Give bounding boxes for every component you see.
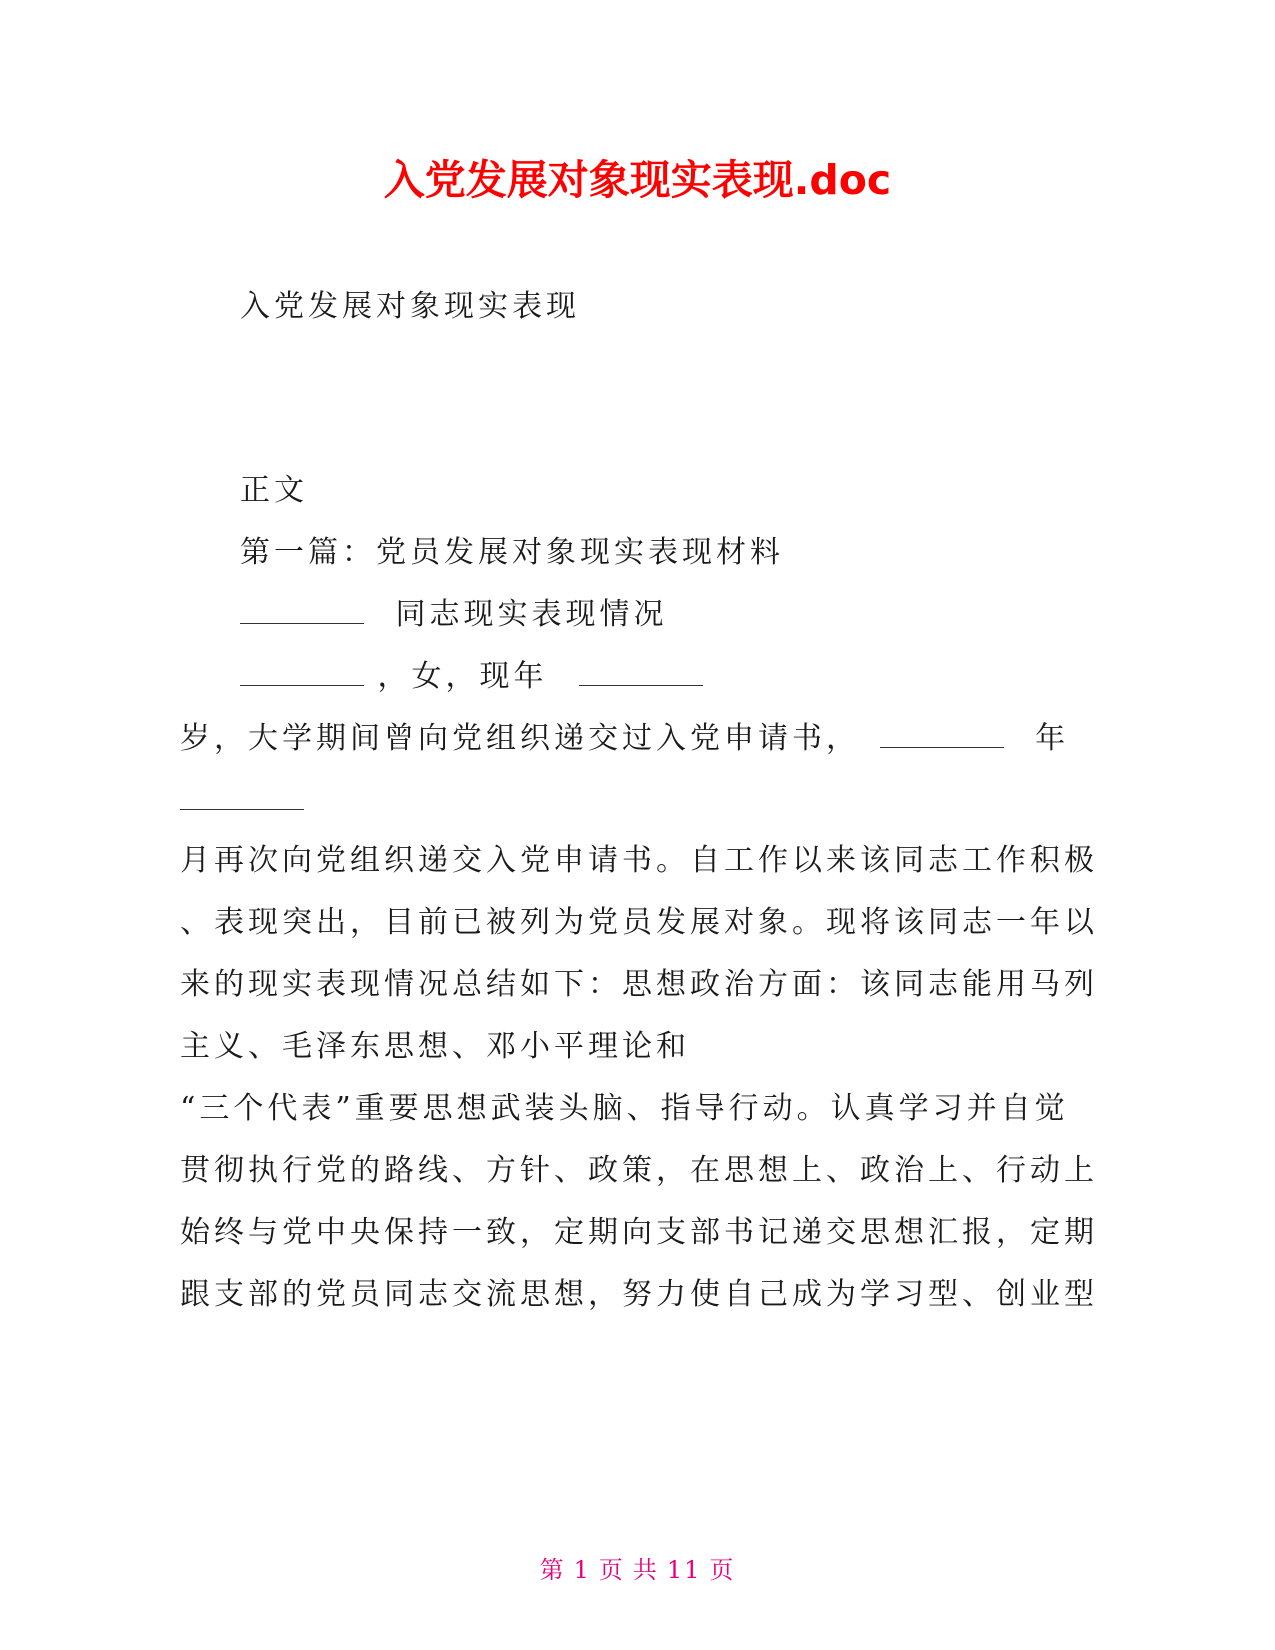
month-blank-line <box>180 786 304 816</box>
footer-page-word: 页 <box>598 1556 625 1584</box>
footer-page-total: 11 <box>666 1556 702 1584</box>
blank-name-field <box>240 622 364 624</box>
body-line-6: 贯彻执行党的路线、方针、政策，在思想上、政治上、行动上 <box>180 1153 1098 1188</box>
gender-age-text: ，女，现年 <box>377 659 548 694</box>
body-line-3: 来的现实表现情况总结如下：思想政治方面：该同志能用马列 <box>180 967 1098 1002</box>
application-line <box>180 721 1070 756</box>
body-line-7: 始终与党中央保持一致，定期向支部书记递交思想汇报，定期 <box>180 1215 1098 1250</box>
year-text: 年 <box>1035 721 1070 756</box>
body-line-4: 主义、毛泽东思想、邓小平理论和 <box>180 1029 690 1064</box>
section-label: 正文 <box>240 473 308 508</box>
footer-total-word: 共 <box>632 1556 659 1584</box>
blank-age-field <box>579 684 703 686</box>
body-line-2: 、表现突出，目前已被列为党员发展对象。现将该同志一年以 <box>180 905 1098 940</box>
body-line-1: 月再次向党组织递交入党申请书。自工作以来该同志工作积极 <box>180 843 1098 878</box>
footer-suffix: 页 <box>709 1556 736 1584</box>
blank-month-field <box>180 808 304 810</box>
body-line-8: 跟支部的党员同志交流思想，努力使自己成为学习型、创业型 <box>180 1277 1098 1312</box>
document-title: 入党发展对象现实表现.doc <box>383 156 892 204</box>
comrade-line <box>240 597 668 632</box>
document-subtitle: 入党发展对象现实表现 <box>240 289 580 324</box>
heading-first-article: 第一篇：党员发展对象现实表现材料 <box>240 535 784 570</box>
footer-prefix: 第 <box>539 1556 566 1584</box>
application-text: 岁，大学期间曾向党组织递交过入党申请书， <box>180 721 860 756</box>
comrade-line-text: 同志现实表现情况 <box>395 597 668 632</box>
footer-page-current: 1 <box>573 1556 591 1584</box>
page-footer <box>0 1550 1275 1585</box>
body-line-5: “三个代表”重要思想武装头脑、指导行动。认真学习并自觉 <box>180 1091 1069 1126</box>
blank-name-field-2 <box>240 684 364 686</box>
blank-year-field <box>880 746 1004 748</box>
gender-age-line <box>240 659 703 694</box>
